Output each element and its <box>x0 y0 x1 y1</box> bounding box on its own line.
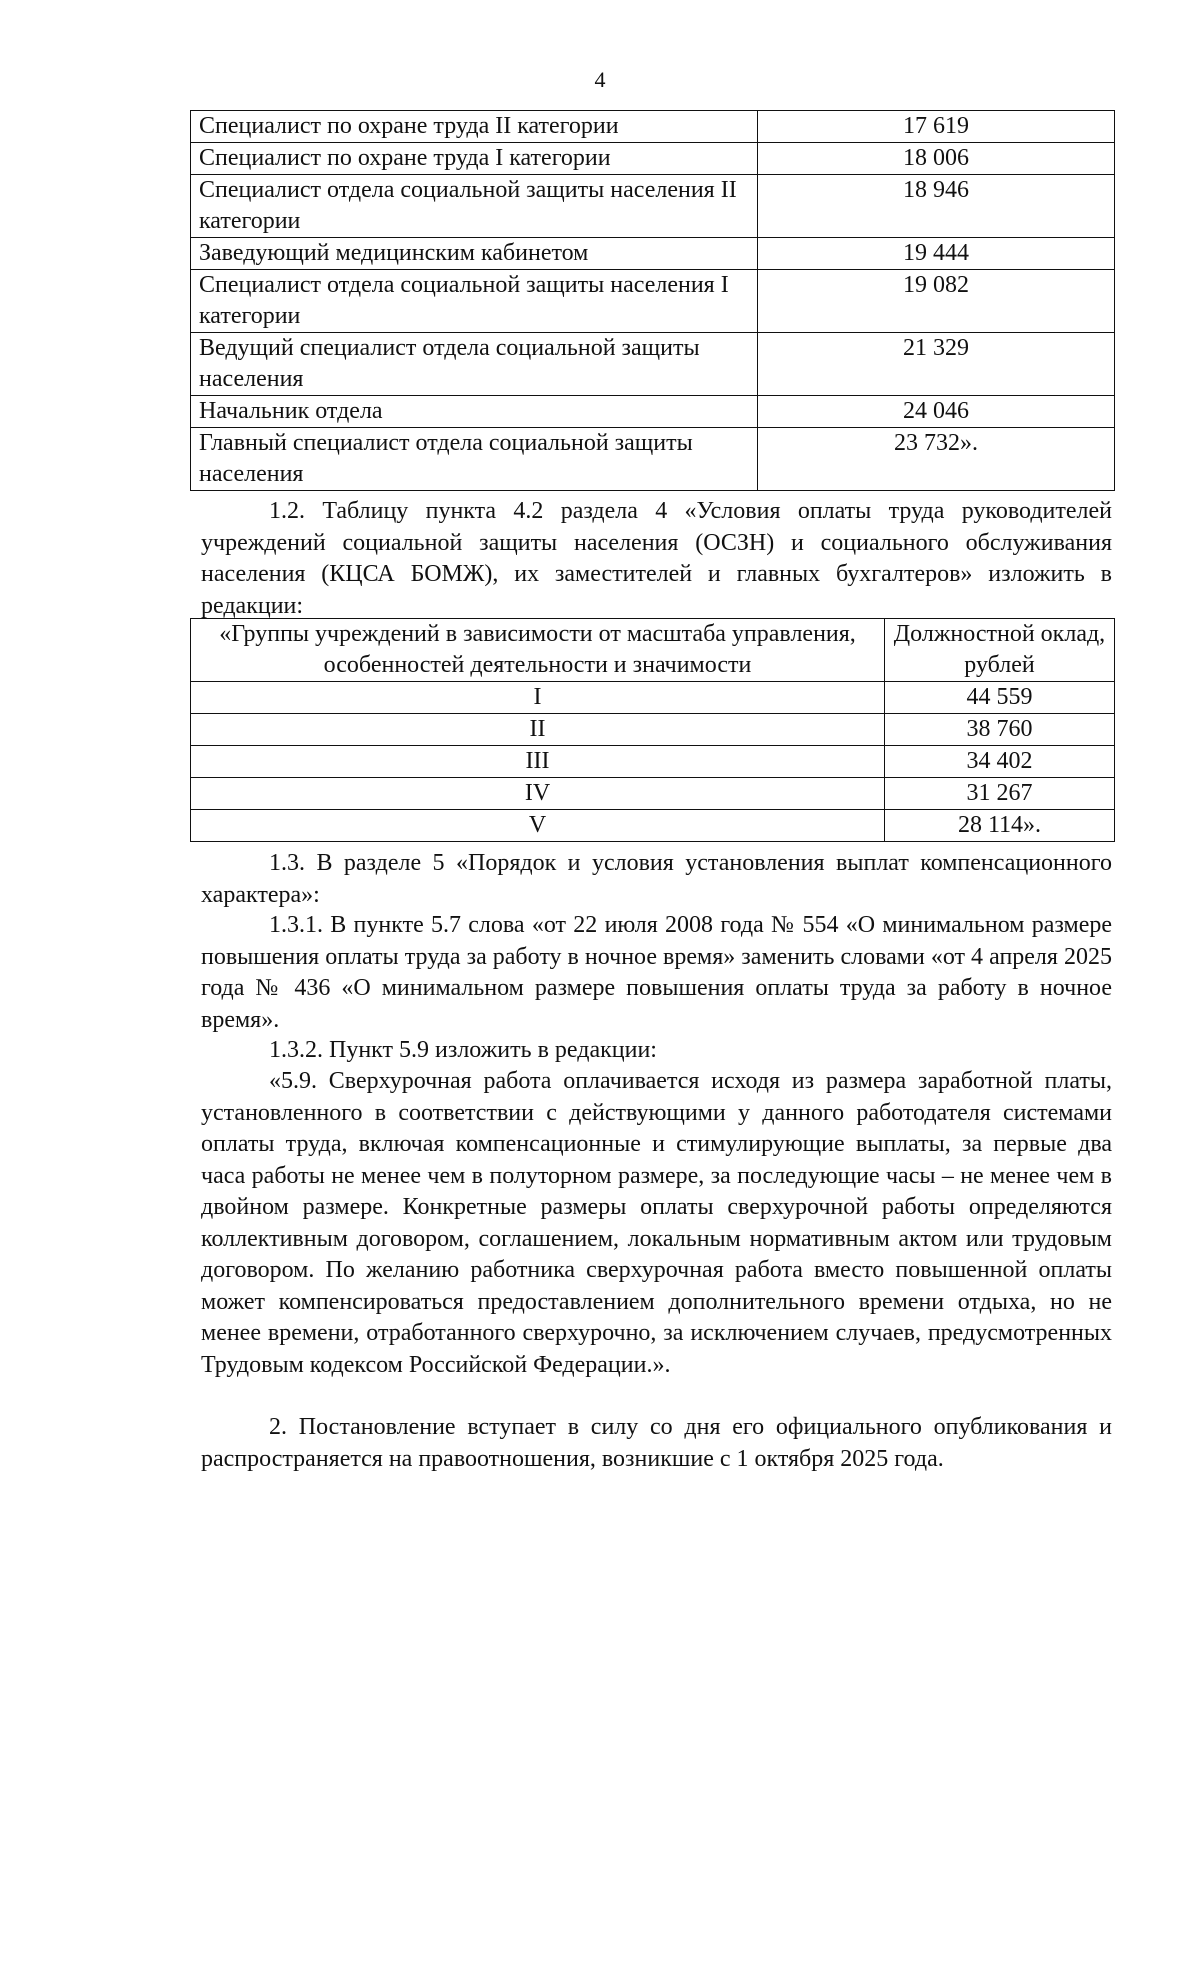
salary-cell: 44 559 <box>885 682 1115 714</box>
salary-cell: 24 046 <box>758 396 1115 428</box>
paragraph-1-3-2: 1.3.2. Пункт 5.9 изложить в редакции: <box>269 1037 657 1063</box>
group-cell: III <box>191 746 885 778</box>
table-row <box>191 428 1115 491</box>
salary-cell: 31 267 <box>885 778 1115 810</box>
position-cell: Специалист отдела социальной защиты населения II категории <box>191 175 758 238</box>
table-row <box>191 714 1115 746</box>
position-cell: Главный специалист отдела социальной защиты населения <box>191 428 758 491</box>
table-row <box>191 111 1115 143</box>
table-row <box>191 175 1115 238</box>
group-cell: I <box>191 682 885 714</box>
salary-cell: 21 329 <box>758 333 1115 396</box>
group-column-header: «Группы учреждений в зависимости от масштаба управления, особенностей деятельности и значимости <box>191 619 885 682</box>
group-cell: II <box>191 714 885 746</box>
page-number: 4 <box>594 67 606 92</box>
salary-cell: 18 006 <box>758 143 1115 175</box>
position-cell: Заведующий медицинским кабинетом <box>191 238 758 270</box>
table-row <box>191 396 1115 428</box>
table-row <box>191 270 1115 333</box>
table-header-row <box>191 619 1115 682</box>
salary-table-continued <box>190 110 1115 491</box>
position-cell: Специалист отдела социальной защиты населения I категории <box>191 270 758 333</box>
paragraph-1-3-1: 1.3.1. В пункте 5.7 слова «от 22 июля 2008 года № 554 «О минимальном размере повышения оплаты труда за работу в ночное время» заменить словами «от 4 апреля 2025 года № 436 «О минимальном размере повышения оплаты труда за работу в ночное время». <box>201 912 1112 1033</box>
salary-cell: 28 114». <box>885 810 1115 842</box>
table-row <box>191 778 1115 810</box>
salary-cell: 17 619 <box>758 111 1115 143</box>
table-row <box>191 810 1115 842</box>
table-row <box>191 682 1115 714</box>
table-row <box>191 333 1115 396</box>
salary-cell: 19 444 <box>758 238 1115 270</box>
position-cell: Ведущий специалист отдела социальной защиты населения <box>191 333 758 396</box>
salary-cell: 23 732». <box>758 428 1115 491</box>
paragraph-1-3: 1.3. В разделе 5 «Порядок и условия установления выплат компенсационного характера»: <box>201 850 1112 908</box>
salary-cell: 18 946 <box>758 175 1115 238</box>
table-row <box>191 746 1115 778</box>
paragraph-2: 2. Постановление вступает в силу со дня его официального опубликования и распространяется на правоотношения, возникшие с 1 октября 2025 года. <box>201 1414 1112 1472</box>
paragraph-5-9: «5.9. Сверхурочная работа оплачивается исходя из размера заработной платы, установленного в соответствии с действующими у данного работодателя системами оплаты труда, включая компенсационные и стимулирующие выплаты, за первые два часа работы не менее чем в полуторном размере, за последующие часы – не менее чем в двойном размере. Конкретные размеры оплаты сверхурочной работы определяются коллективным договором, соглашением, локальным нормативным актом или трудовым договором. По желанию работника сверхурочная работа вместо повышенной оплаты может компенсироваться предоставлением дополнительного времени отдыха, но не менее времени, отработанного сверхурочно, за исключением случаев, предусмотренных Трудовым кодексом Российской Федерации.». <box>201 1068 1112 1378</box>
group-cell: IV <box>191 778 885 810</box>
position-cell: Специалист по охране труда II категории <box>191 111 758 143</box>
salary-column-header: Должностной оклад, рублей <box>885 619 1115 682</box>
position-cell: Начальник отдела <box>191 396 758 428</box>
salary-cell: 19 082 <box>758 270 1115 333</box>
salary-cell: 34 402 <box>885 746 1115 778</box>
paragraph-1-2: 1.2. Таблицу пункта 4.2 раздела 4 «Условия оплаты труда руководителей учреждений социальной защиты населения (ОСЗН) и социального обслуживания населения (КЦСА БОМЖ), их заместителей и главных бухгалтеров» изложить в редакции: <box>201 498 1112 619</box>
salary-cell: 38 760 <box>885 714 1115 746</box>
position-cell: Специалист по охране труда I категории <box>191 143 758 175</box>
table-row <box>191 238 1115 270</box>
group-cell: V <box>191 810 885 842</box>
table-row <box>191 143 1115 175</box>
institution-groups-table <box>190 618 1115 842</box>
